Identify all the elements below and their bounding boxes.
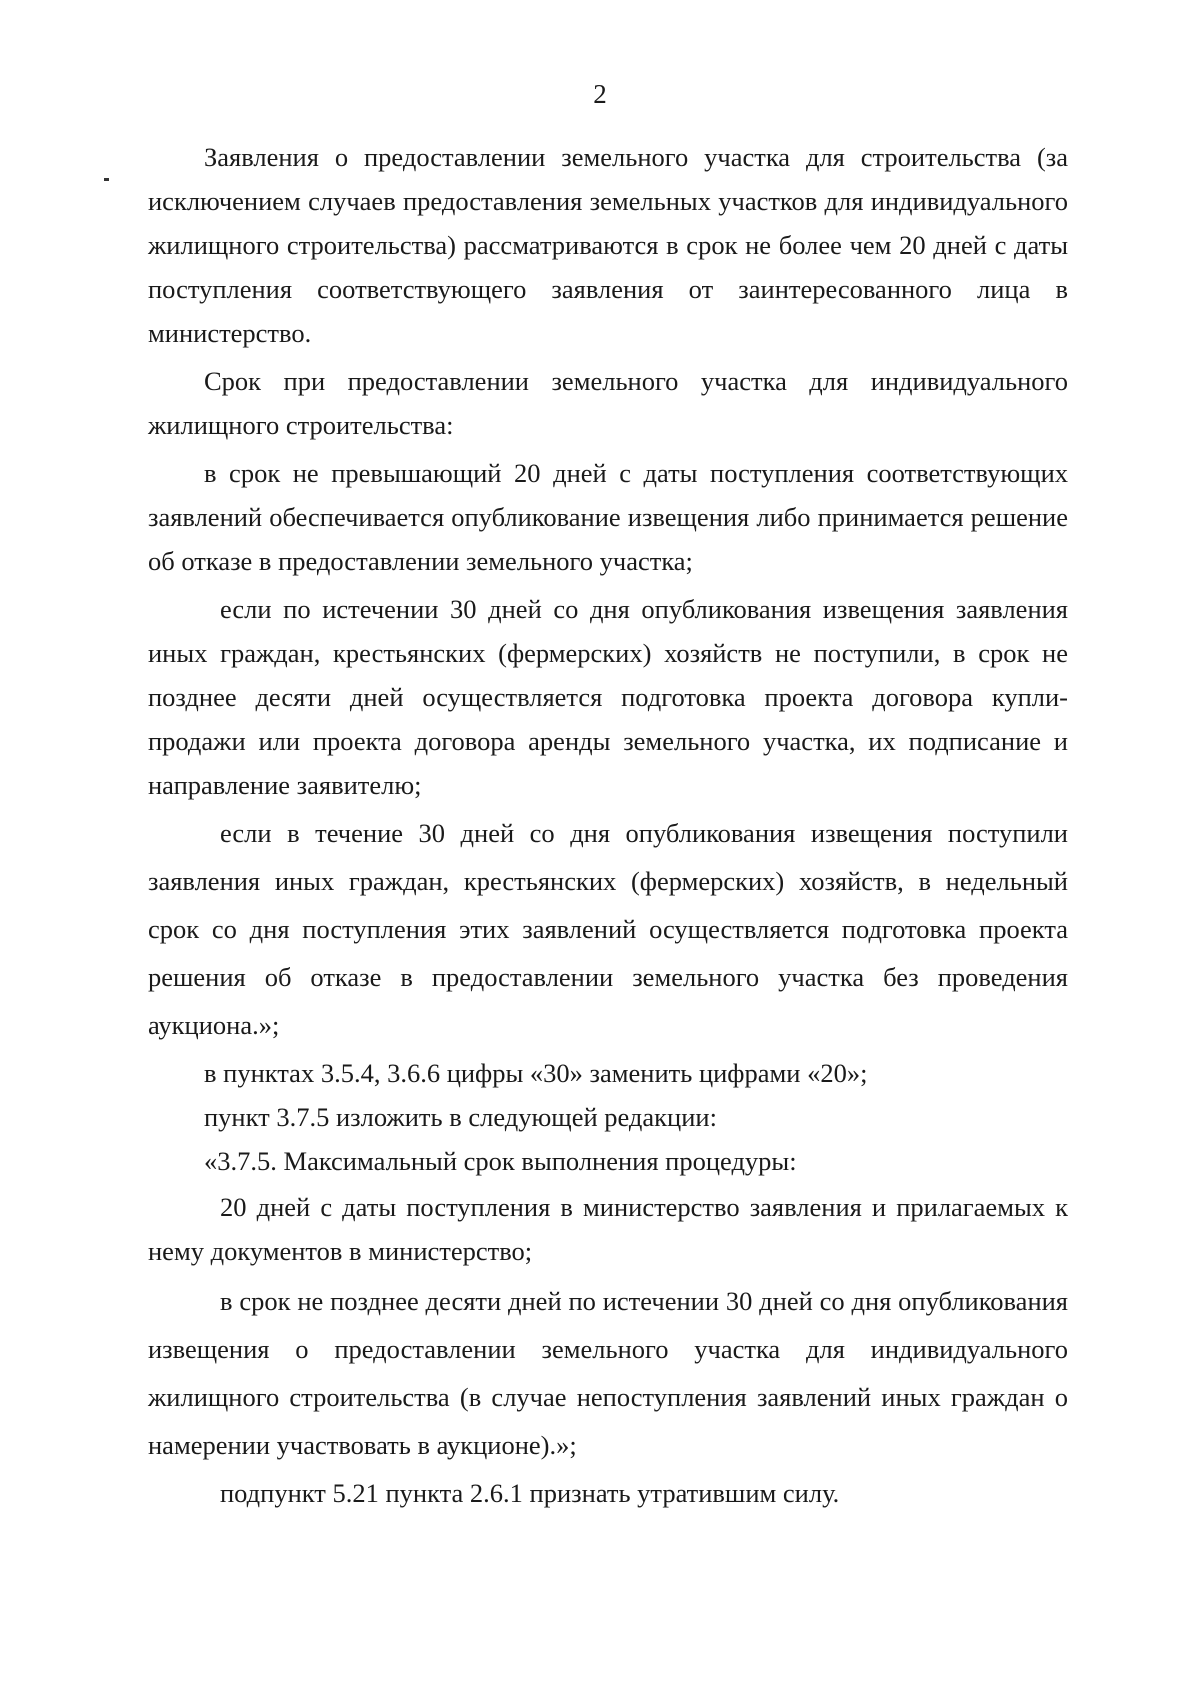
paragraph-no-other-applications: если по истечении 30 дней со дня опубликования извещения заявления иных граждан, крестьянских (фермерских) хозяйств не поступили, в срок не позднее десяти дней осуществляется подготовка проекта договора купли-продажи или проекта договора аренды земельного участка, их подписание и направление заявителю; [148, 594, 1068, 800]
paragraph-term-individual-housing: Срок при предоставлении земельного участка для индивидуального жилищного строительства: [148, 366, 1068, 440]
document-body [148, 135, 1068, 1515]
paragraph-twenty-days: 20 дней с даты поступления в министерство заявления и прилагаемых к нему документов в министерство; [148, 1192, 1068, 1266]
page-number: 2 [593, 79, 607, 109]
paragraph-other-applications-received: если в течение 30 дней со дня опубликования извещения поступили заявления иных граждан, крестьянских (фермерских) хозяйств, в недельный срок со дня поступления этих заявлений осуществляется подготовка проекта решения об отказе в предоставлении земельного участка без проведения аукциона.»; [148, 818, 1068, 1040]
paragraph-notice-publication: в срок не превышающий 20 дней с даты поступления соответствующих заявлений обеспечивается опубликование извещения либо принимается решение об отказе в предоставлении земельного участка; [148, 458, 1068, 576]
paragraph-subparagraph-invalid: подпункт 5.21 пункта 2.6.1 признать утратившим силу. [220, 1478, 840, 1508]
scan-artifact-mark [104, 178, 109, 181]
paragraph-max-procedure-term: «3.7.5. Максимальный срок выполнения процедуры: [204, 1146, 797, 1176]
paragraph-new-edition-3-7-5: пункт 3.7.5 изложить в следующей редакции: [204, 1102, 717, 1132]
paragraph-replace-digits: в пунктах 3.5.4, 3.6.6 цифры «30» заменить цифрами «20»; [204, 1058, 868, 1088]
paragraph-ten-days-after-thirty: в срок не позднее десяти дней по истечении 30 дней со дня опубликования извещения о предоставлении земельного участка для индивидуального жилищного строительства (в случае непоступления заявлений иных граждан о намерении участвовать в аукционе).»; [148, 1286, 1068, 1460]
paragraph-land-plot-applications: Заявления о предоставлении земельного участка для строительства (за исключением случаев предоставления земельных участков для индивидуального жилищного строительства) рассматриваются в срок не более чем 20 дней с даты поступления соответствующего заявления от заинтересованного лица в министерство. [148, 142, 1068, 348]
